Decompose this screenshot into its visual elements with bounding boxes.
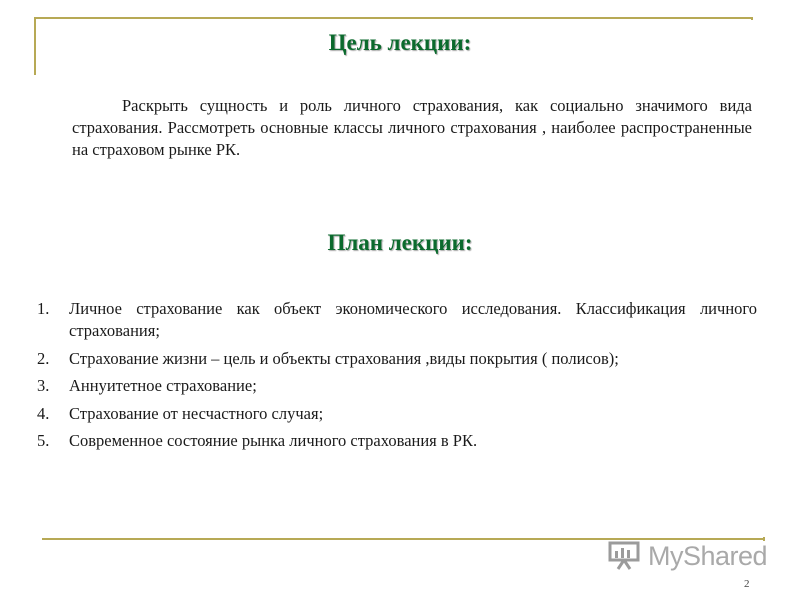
goal-text: Раскрыть сущность и роль личного страхования, как социально значимого вида страхования. Рассмотреть основные классы личного страхования , наиболее распространенные на страховом рынке РК. xyxy=(72,96,752,159)
plan-item-number: 3. xyxy=(37,376,50,395)
plan-item-text: Личное страхование как объект экономического исследования. Классификация личного страхования; xyxy=(69,299,757,340)
plan-item xyxy=(37,430,757,452)
plan-item-number: 5. xyxy=(37,431,50,450)
plan-item-number: 4. xyxy=(37,403,50,423)
top-frame-line xyxy=(34,17,752,19)
watermark-text: MyShared xyxy=(648,540,768,571)
page-number: 2 xyxy=(744,578,750,590)
plan-item xyxy=(37,298,757,342)
presentation-board-icon xyxy=(606,538,646,575)
plan-heading: План лекции: xyxy=(327,230,473,255)
goal-heading: Цель лекции: xyxy=(328,30,472,55)
plan-item-text: Современное состояние рынка личного страхования в РК. xyxy=(69,431,478,450)
plan-item xyxy=(37,403,757,425)
plan-item xyxy=(37,375,757,397)
top-frame-tick xyxy=(751,17,753,20)
plan-list xyxy=(37,298,757,458)
plan-item-text: Аннуитетное страхование; xyxy=(69,376,257,395)
plan-item-number: 1. xyxy=(37,299,50,318)
plan-item-text: Страхование от несчастного случая; xyxy=(69,403,324,423)
plan-item xyxy=(37,348,757,370)
myshared-watermark xyxy=(606,540,766,572)
plan-item-number: 2. xyxy=(37,348,50,368)
plan-item-text: Страхование жизни – цель и объекты страхования ,виды покрытия ( полисов); xyxy=(69,348,619,368)
